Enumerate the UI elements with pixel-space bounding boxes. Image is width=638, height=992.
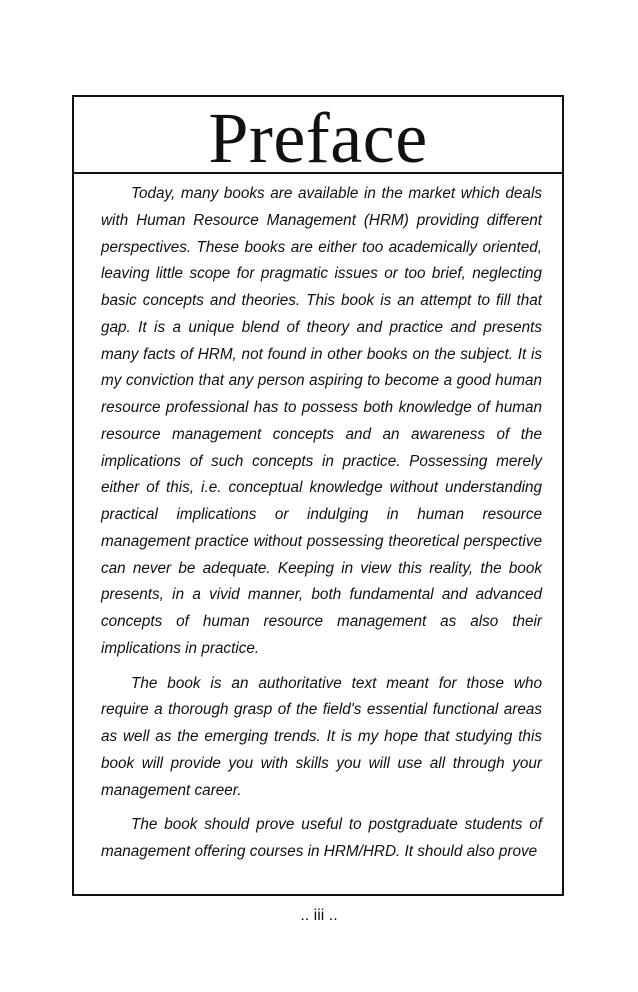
page-number: .. iii ..: [300, 907, 338, 924]
paragraph-1: Today, many books are available in the market which deals with Human Resource Management (HRM) providing different perspectives. These books are either too academically oriented, leaving little scope for pragmatic issues or too brief, neglecting basic concepts and theories. This book is an attempt to fill that gap. It is a unique blend of theory and practice and presents many facts of HRM, not found in other books on the subject. It is my conviction that any person aspiring to become a good human resource professional has to possess both knowledge of human resource management concepts and an awareness of the implications of such concepts in practice. Possessing merely either of this, i.e. conceptual knowledge without understanding practical implications or indulging in human resource management practice without possessing theoretical perspective can never be adequate. Keeping in view this reality, the book presents, in a vivid manner, both fundamental and advanced concepts of human resource management as also their implications in practice.: [101, 185, 542, 657]
paragraph-2: The book is an authoritative text meant for those who require a thorough grasp of the field's essential functional areas as well as the emerging trends. It is my hope that studying this book will provide you with skills you will use all through your management career.: [101, 674, 542, 799]
paragraph-3: The book should prove useful to postgraduate students of management offering courses in HRM/HRD. It should also prove: [101, 816, 542, 860]
page-frame: [72, 95, 564, 896]
body-text: [101, 181, 542, 874]
page-title: Preface: [74, 97, 562, 174]
